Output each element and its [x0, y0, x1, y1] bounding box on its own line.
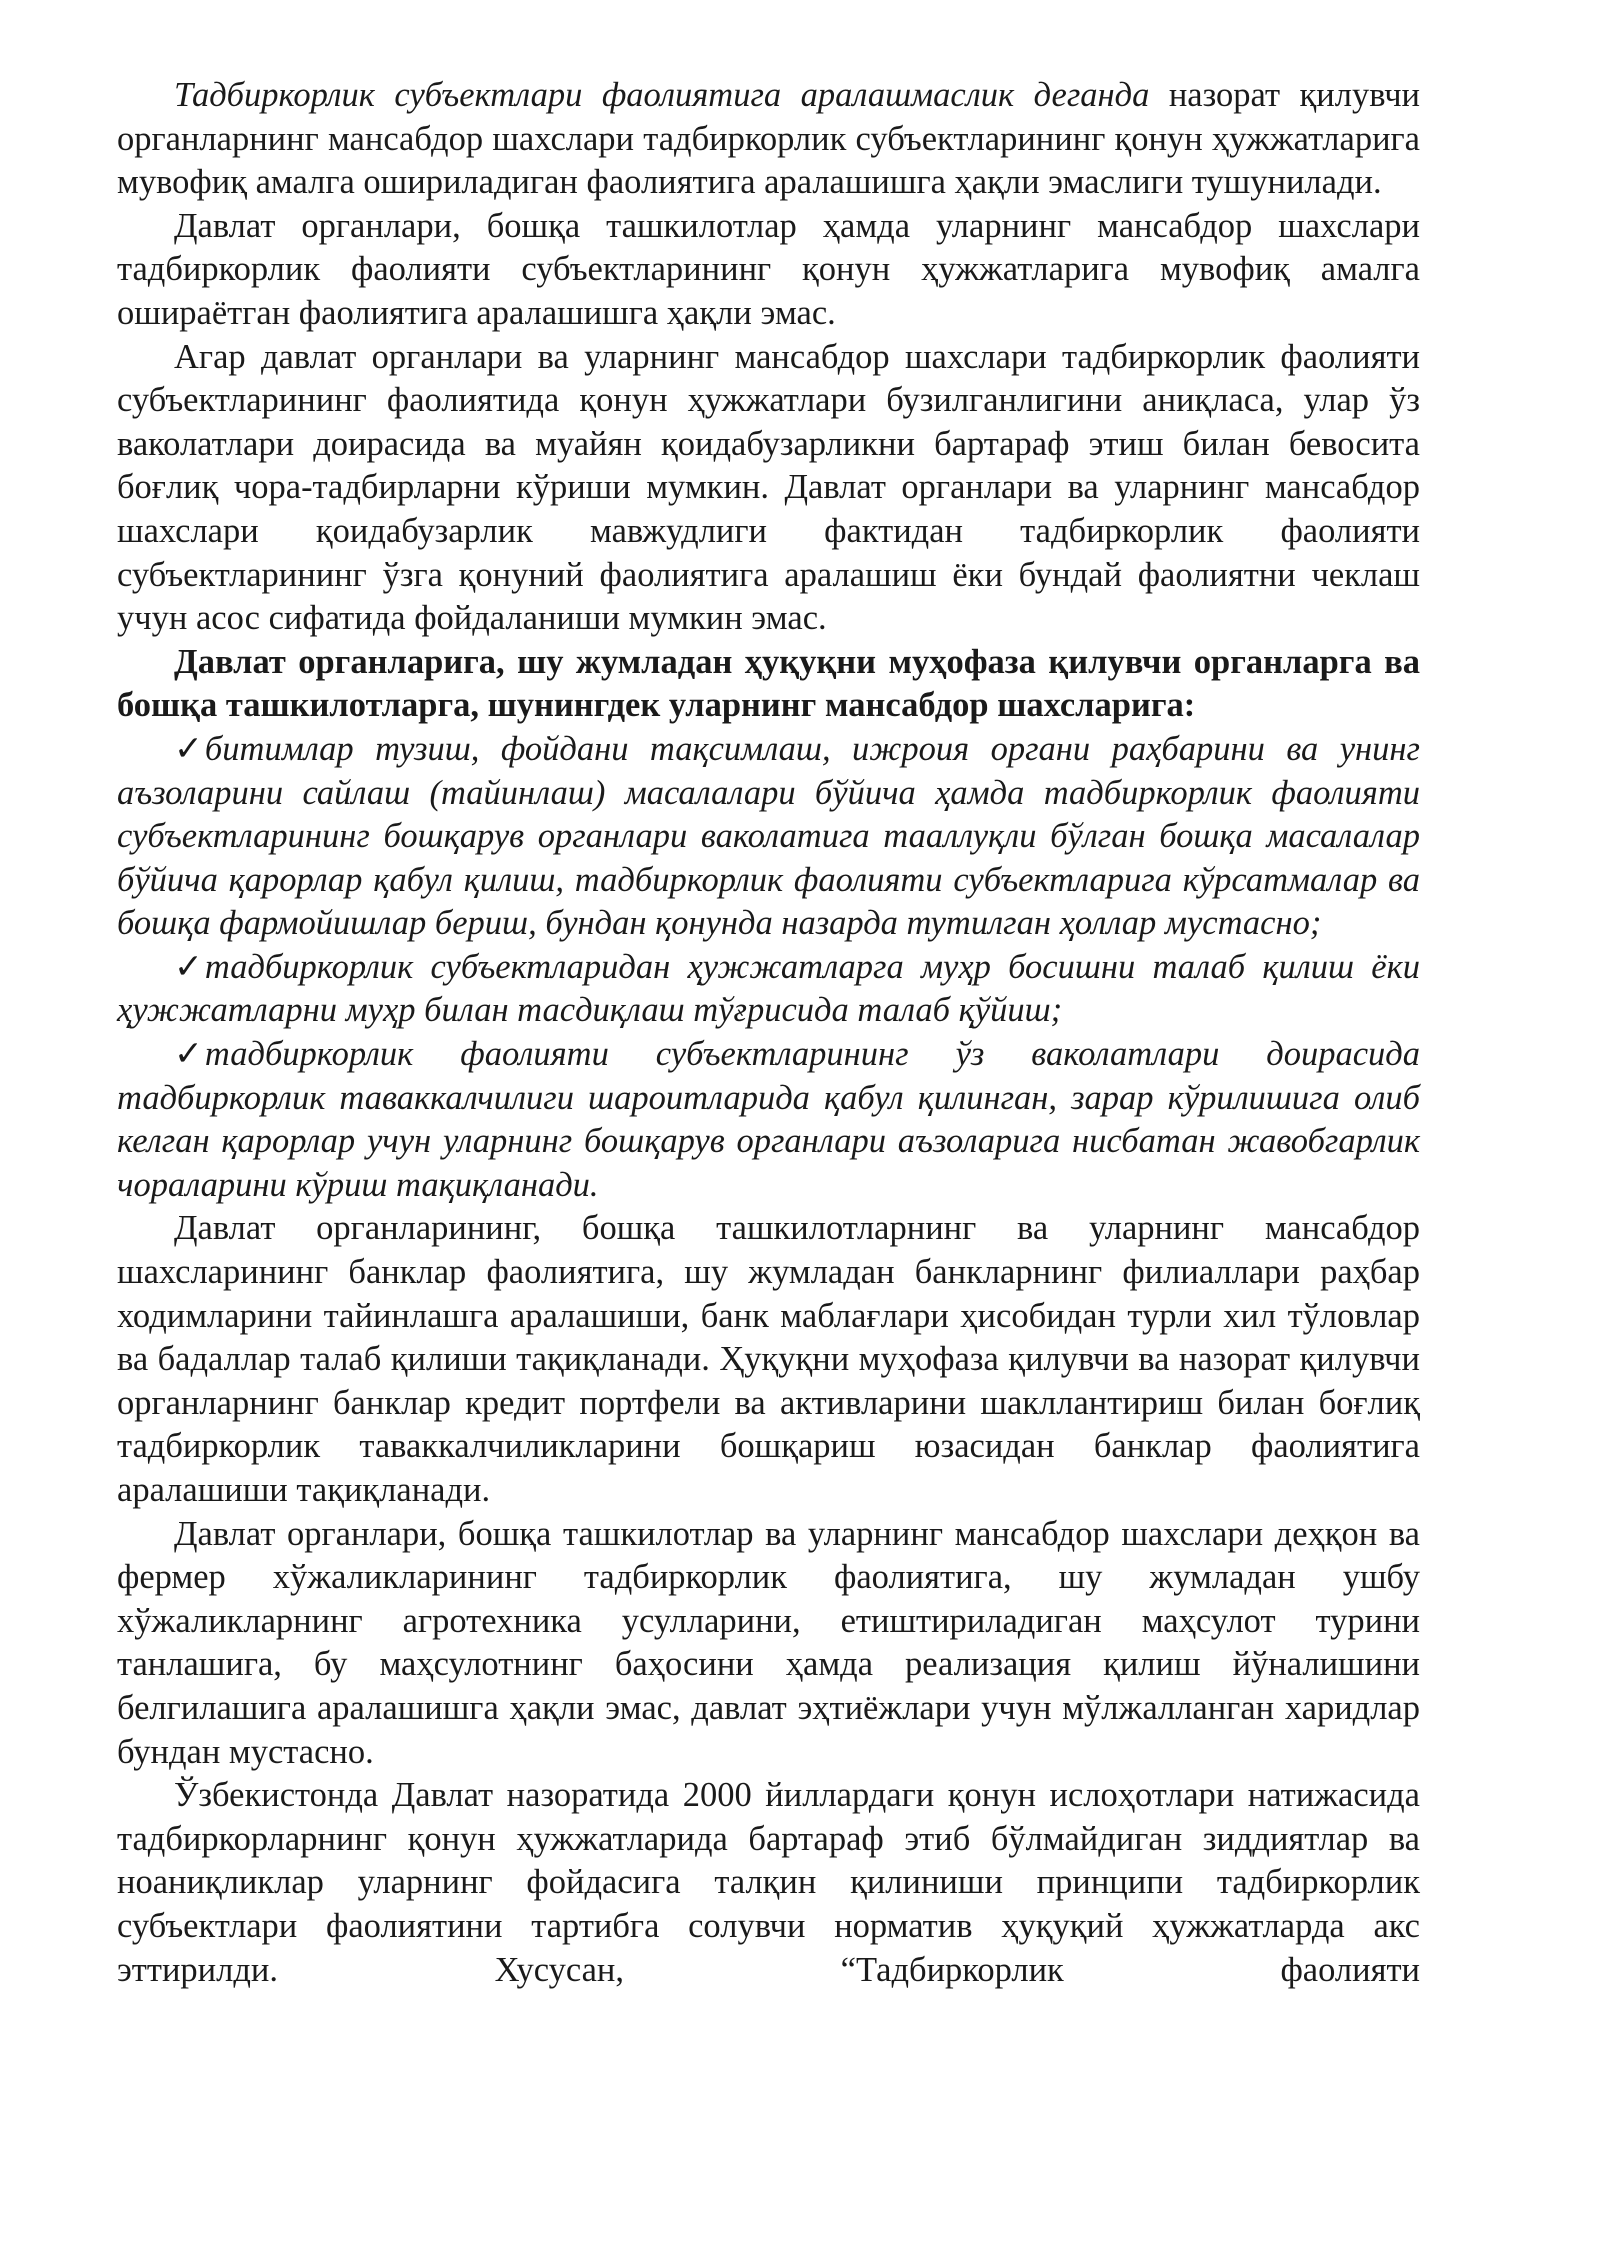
paragraph-text: назорат қилувчи органларнинг мансабдор шахслари тадбиркорлик субъектларининг қонун ҳужжатларига мувофиқ амалга ошириладиган фаолиятига аралашишга ҳақли эмаслиги тушунилади.: [117, 76, 1421, 202]
paragraph-violations-detected: Агар давлат органлари ва уларнинг мансабдор шахслари тадбиркорлик фаолияти субъектларининг фаолиятида қонун ҳужжатлари бузилганлигини аниқласа, улар ўз ваколатлари доирасида ва муайян қоидабузарликни бартараф этиш билан бевосита боғлиқ чора-тадбирларни кўриши мумкин. Давлат органлари ва уларнинг мансабдор шахслари қоидабузарлик мавжудлиги фактидан тадбиркорлик фаолияти субъектларининг ўзга қонуний фаолиятига аралашиш ёки бундай фаолиятни чеклаш учун асос сифатида фойдаланиши мумкин эмас.: [117, 337, 1420, 638]
checkmark-icon: ✓: [174, 729, 203, 768]
paragraph-banks: Давлат органларининг, бошқа ташкилотларнинг ва уларнинг мансабдор шахсларининг банклар фаолиятига, шу жумладан банкларнинг филиаллари раҳбар ходимларини тайинлашга аралашиши, банк маблағлари ҳисобидан турли хил тўловлар ва бадаллар талаб қилиши тақиқланади. Ҳуқуқни муҳофаза қилувчи ва назорат қилувчи органларнинг банклар кредит портфели ва активларини шакллантириш билан боғлиқ тадбиркорлик таваккалчиликларини бошқариш юзасидан банклар фаолиятига аралашиши тақиқланади.: [117, 1209, 1420, 1509]
paragraph-state-bodies-not-entitled: Давлат органлари, бошқа ташкилотлар ҳамда уларнинг мансабдор шахслари тадбиркорлик фаолияти субъектларининг қонун ҳужжатларига мувофиқ амалга ошираётган фаолиятига аралашишга ҳақли эмас.: [117, 206, 1420, 332]
list-item-text: тадбиркорлик субъектларидан ҳужжатларга муҳр босишни талаб қилиш ёки ҳужжатларни муҳр билан тасдиқлаш тўғрисида талаб қўйиш;: [117, 947, 1420, 1030]
document-page: [117, 74, 1420, 1992]
paragraph-farms: Давлат органлари, бошқа ташкилотлар ва уларнинг мансабдор шахслари деҳқон ва фермер хўжаликларининг тадбиркорлик фаолиятига, шу жумладан ушбу хўжаликларнинг агротехника усулларини, етиштириладиган маҳсулот турини танлашига, бу маҳсулотнинг баҳосини ҳамда реализация қилиш йўналишини белгилашига аралашишга ҳақли эмас, давлат эҳтиёжлари учун мўлжалланган харидлар бундан мустасно.: [117, 1514, 1420, 1771]
list-item: [117, 728, 1420, 946]
list-item: [117, 1033, 1420, 1207]
list-item-text: битимлар тузиш, фойдани тақсимлаш, ижроия органи раҳбарини ва унинг аъзоларини сайлаш (тайинлаш) масалалари бўйича ҳамда тадбиркорлик фаолияти субъектларининг бошқарув органлари ваколатига тааллуқли бўлган бошқа масалалар бўйича қарорлар қабул қилиш, тадбиркорлик фаолияти субъектларига кўрсатмалар ва бошқа фармойишлар бериш, бундан қонунда назарда тутилган ҳоллар мустасно;: [117, 729, 1420, 943]
paragraph-reforms: Ўзбекистонда Давлат назоратида 2000 йиллардаги қонун ислоҳотлари натижасида тадбиркорларнинг қонун ҳужжатларида бартараф этиб бўлмайдиган зиддиятлар ва ноаниқликлар уларнинг фойдасига талқин қилиниши принципи тадбиркорлик субъектлари фаолиятини тартибга солувчи норматив ҳуқуқий ҳужжатларда акс эттирилди. Хусусан, “Тадбиркорлик фаолияти: [117, 1776, 1420, 1989]
italic-term: Тадбиркорлик субъектлари фаолиятига аралашмаслик деганда: [174, 76, 1150, 114]
checkmark-icon: ✓: [174, 1035, 203, 1074]
list-item: [117, 946, 1420, 1033]
paragraph-prohibitions-heading: Давлат органларига, шу жумладан ҳуқуқни муҳофаза қилувчи органларга ва бошқа ташкилотларга, шунингдек уларнинг мансабдор шахсларига:: [117, 642, 1420, 725]
paragraph-non-interference-definition: [117, 74, 1420, 205]
list-item-text: тадбиркорлик фаолияти субъектларининг ўз ваколатлари доирасида тадбиркорлик таваккалчилиги шароитларида қабул қилинган, зарар кўрилишига олиб келган қарорлар учун уларнинг бошқарув органлари аъзоларига нисбатан жавобгарлик чораларини кўриш тақиқланади.: [117, 1035, 1420, 1204]
checkmark-icon: ✓: [174, 947, 203, 986]
